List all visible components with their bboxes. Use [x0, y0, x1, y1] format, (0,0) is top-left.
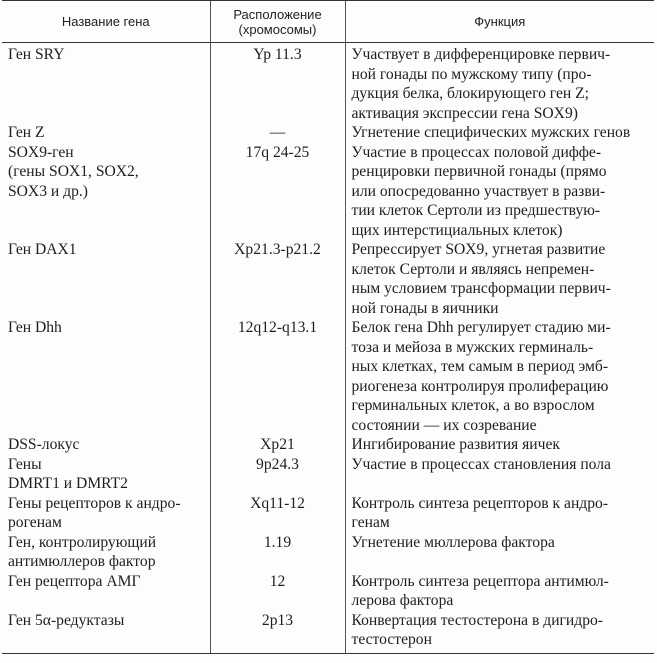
gene-name-cell	[2, 318, 210, 435]
header-function: Функция	[345, 1, 654, 43]
location-line: 17q 24-25	[245, 143, 310, 161]
table-row	[2, 143, 654, 241]
header-row	[2, 1, 654, 43]
function-line: лерова фактора	[351, 592, 454, 609]
function-line: Контроль синтеза рецепторов к андро-	[351, 494, 609, 512]
location-line: 1.19	[263, 533, 292, 551]
gene-name-line: Ген Dhh	[8, 319, 62, 336]
function-line: генам	[351, 514, 390, 531]
function-cell	[345, 143, 654, 241]
function-cell	[345, 240, 654, 318]
function-line: Репрессирует SOX9, угнетая развитие	[351, 241, 606, 258]
function-line: Угнетение мюллерова фактора	[351, 533, 555, 551]
gene-name-cell	[2, 572, 210, 611]
location-line: —	[269, 124, 286, 141]
function-line: Участвует в дифференцировке первич-	[351, 46, 611, 63]
function-cell	[345, 533, 654, 572]
gene-name-line: рогенам	[8, 514, 62, 531]
function-line: тестостерон	[351, 631, 432, 648]
gene-name-cell	[2, 533, 210, 572]
function-line: дукция белка, блокирующего ген Z;	[351, 85, 589, 102]
function-cell	[345, 455, 654, 494]
gene-name-cell	[2, 240, 210, 318]
table-row	[2, 455, 654, 494]
function-cell	[345, 43, 654, 124]
location-cell	[210, 240, 345, 318]
gene-name-cell	[2, 494, 210, 533]
table-row	[2, 43, 654, 124]
function-line: Конвертация тестостерона в дигидро-	[351, 611, 603, 629]
function-line: или опосредованно участвует в разви-	[351, 182, 606, 200]
location-line: Xp21.3-p21.2	[234, 241, 321, 258]
function-line: Участие в процессах половой диффе-	[351, 143, 602, 161]
location-line: Xp21	[260, 436, 295, 453]
function-line: активация экспрессии гена SOX9)	[351, 104, 578, 122]
location-cell	[210, 43, 345, 124]
gene-name-line: Ген SRY	[8, 46, 65, 63]
gene-name-line: Ген, контролирующий	[8, 533, 157, 551]
gene-name-line: Гены	[8, 455, 42, 473]
function-cell	[345, 435, 654, 455]
function-cell	[345, 123, 654, 143]
header-gene-name: Название гена	[2, 1, 210, 43]
location-cell	[210, 494, 345, 533]
gene-name-line: антимюллеров фактор	[8, 553, 156, 570]
gene-name-line: DMRT1 и DMRT2	[8, 475, 128, 492]
gene-name-cell	[2, 123, 210, 143]
function-line: тии клеток Сертоли из предшествую-	[351, 202, 601, 219]
gene-name-line: Ген 5α-редуктазы	[8, 611, 125, 629]
gene-name-cell	[2, 611, 210, 654]
location-line: 12q12-q13.1	[237, 319, 318, 336]
function-line: щих интерстициальных клеток)	[351, 221, 563, 239]
table-row	[2, 435, 654, 455]
function-line: Белок гена Dhh регулирует стадию ми-	[351, 319, 611, 336]
table-row	[2, 240, 654, 318]
function-line: клеток Сертоли и являясь непремен-	[351, 260, 595, 278]
gene-table	[2, 0, 654, 654]
gene-name-line: Ген DAX1	[8, 241, 77, 258]
location-cell	[210, 572, 345, 611]
location-cell	[210, 533, 345, 572]
function-line: Ингибирование развития яичек	[351, 436, 560, 453]
header-location-line: (хромосомы)	[238, 21, 317, 37]
function-line: ной гонады в яичники	[351, 299, 499, 317]
gene-name-line: Гены рецепторов к андро-	[8, 494, 181, 512]
location-cell	[210, 435, 345, 455]
function-line: Участие в процессах становления пола	[351, 455, 611, 473]
gene-name-line: DSS-локус	[8, 436, 80, 453]
table-row	[2, 318, 654, 435]
location-cell	[210, 318, 345, 435]
function-line: риогенеза контролируя пролиферацию	[351, 377, 609, 395]
function-line: ренцировки первичной гонады (прямо	[351, 163, 607, 180]
table-row	[2, 123, 654, 143]
function-cell	[345, 572, 654, 611]
gene-name-line: SOX3 и др.)	[8, 182, 88, 200]
function-line: состоянии — их созревание	[351, 416, 537, 434]
gene-name-line: Ген рецептора АМГ	[8, 572, 141, 590]
function-line: ных клетках, тем самым в период эмб-	[351, 358, 609, 375]
gene-name-cell	[2, 43, 210, 124]
location-line: Yp 11.3	[253, 46, 302, 63]
gene-name-cell	[2, 435, 210, 455]
table-row	[2, 533, 654, 572]
location-cell	[210, 455, 345, 494]
function-cell	[345, 318, 654, 435]
gene-name-line: (гены SOX1, SOX2,	[8, 163, 139, 180]
location-cell	[210, 611, 345, 654]
table-row	[2, 494, 654, 533]
gene-name-line: Ген Z	[8, 124, 45, 141]
table-body	[2, 43, 654, 654]
function-cell	[345, 494, 654, 533]
table-row	[2, 572, 654, 611]
gene-name-cell	[2, 143, 210, 241]
gene-name-line: SOX9-ген	[8, 143, 74, 161]
header-location	[210, 1, 345, 43]
table-header	[2, 1, 654, 43]
function-line: Угнетение специфических мужских генов	[351, 124, 631, 141]
location-line: 9p24.3	[256, 455, 299, 473]
function-line: ной гонады по мужскому типу (про-	[351, 65, 592, 83]
function-line: герминальных клеток, а во взрослом	[351, 397, 595, 414]
location-cell	[210, 143, 345, 241]
table-row	[2, 611, 654, 654]
function-line: тоза и мейоза в мужских герминаль-	[351, 338, 594, 356]
function-line: Контроль синтеза рецептора антимюл-	[351, 572, 609, 590]
location-line: 12	[269, 572, 286, 590]
location-line: Xq11-12	[250, 494, 305, 512]
location-line: 2p13	[261, 611, 294, 629]
function-line: ным условием трансформации первич-	[351, 280, 611, 297]
header-location-line: Расположение	[233, 6, 322, 22]
gene-name-cell	[2, 455, 210, 494]
function-cell	[345, 611, 654, 654]
location-cell	[210, 123, 345, 143]
